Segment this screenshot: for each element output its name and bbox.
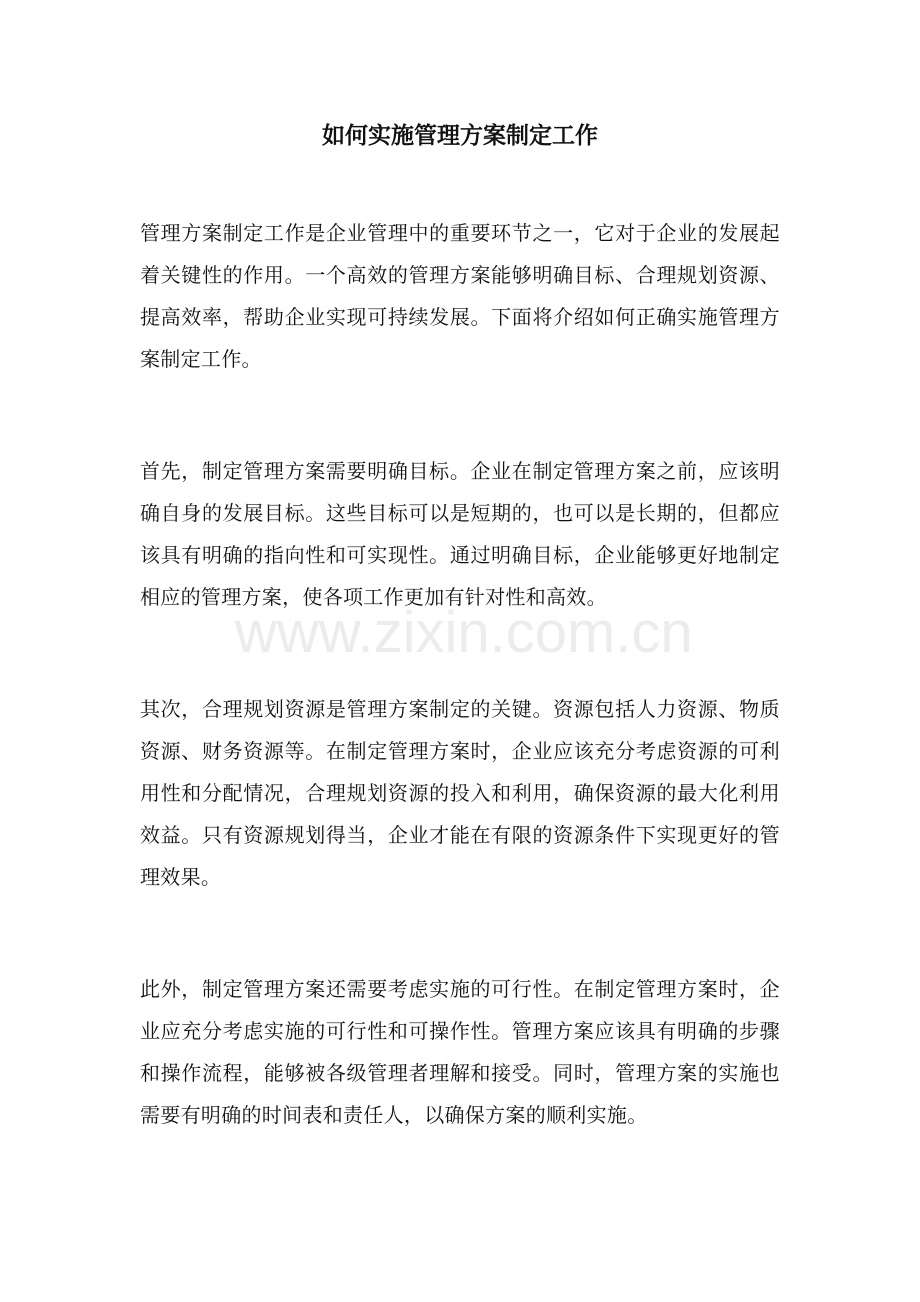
paragraph-goals: 首先，制定管理方案需要明确目标。企业在制定管理方案之前，应该明确自身的发展目标。这些目标可以是短期的，也可以是长期的，但都应该具有明确的指向性和可实现性。通过明确目标，企业能够更好地制定相应的管理方案，使各项工作更加有针对性和高效。 [140, 459, 780, 609]
paragraph-intro: 管理方案制定工作是企业管理中的重要环节之一，它对于企业的发展起着关键性的作用。一个高效的管理方案能够明确目标、合理规划资源、提高效率，帮助企业实现可持续发展。下面将介绍如何正确实施管理方案制定工作。 [140, 221, 780, 371]
paragraph-resources: 其次，合理规划资源是管理方案制定的关键。资源包括人力资源、物质资源、财务资源等。在制定管理方案时，企业应该充分考虑资源的可利用性和分配情况，合理规划资源的投入和利用，确保资源的最大化利用效益。只有资源规划得当，企业才能在有限的资源条件下实现更好的管理效果。 [140, 697, 780, 889]
document-body [140, 212, 780, 1206]
document-title: 如何实施管理方案制定工作 [322, 122, 598, 149]
paragraph-feasibility: 此外，制定管理方案还需要考虑实施的可行性。在制定管理方案时，企业应充分考虑实施的可行性和可操作性。管理方案应该具有明确的步骤和操作流程，能够被各级管理者理解和接受。同时，管理方案的实施也需要有明确的时间表和责任人，以确保方案的顺利实施。 [140, 977, 780, 1127]
watermark: www.zixin.com.cn [235, 600, 693, 665]
